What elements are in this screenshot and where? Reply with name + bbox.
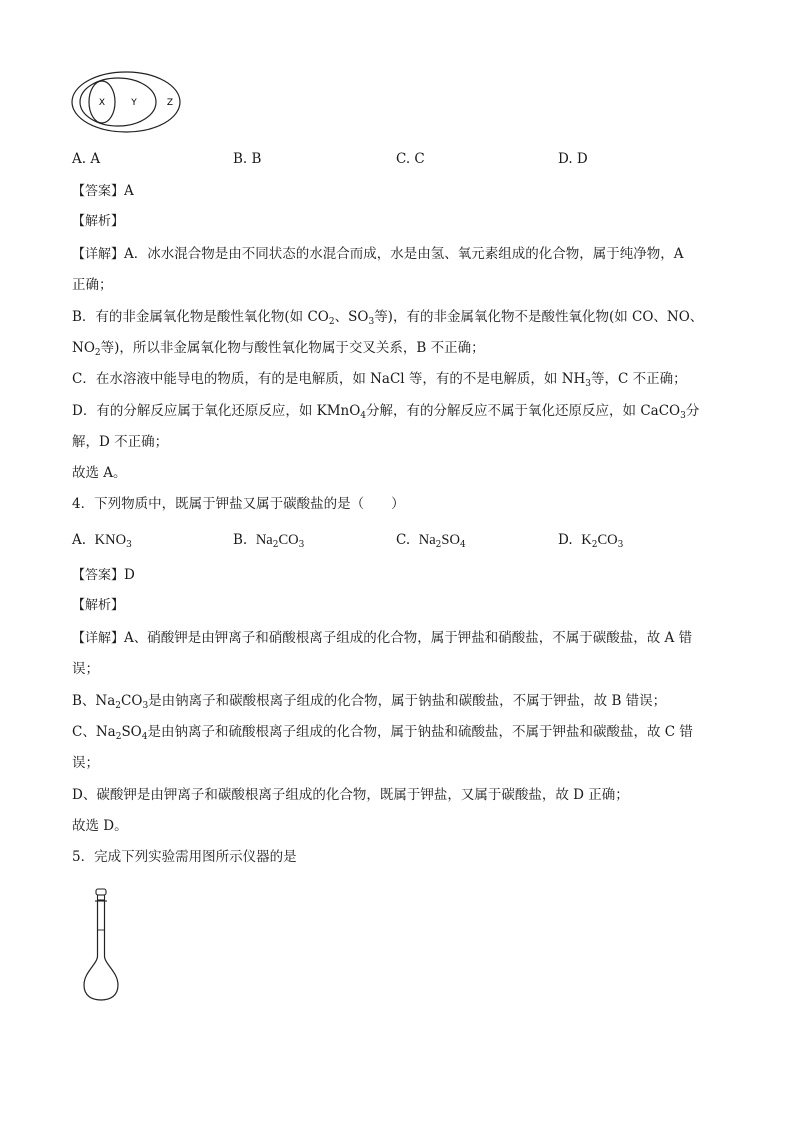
q3-option-b: B. B xyxy=(233,151,262,167)
q4-detail-line-a xyxy=(72,629,692,648)
q4-option-c xyxy=(396,531,466,549)
text: A．冰水混合物是由不同状态的水混合而成，水是由氢、氧元素组成的化合物，属于纯净物，A xyxy=(124,246,684,262)
answer-value: A xyxy=(124,183,134,199)
option-letter: C. xyxy=(396,532,411,548)
text: 等)，所以非金属氧化物与酸性氧化物属于交叉关系，B 不正确； xyxy=(100,340,485,356)
detail-tag: 【详解】 xyxy=(72,631,125,646)
detail-tag: 【详解】 xyxy=(72,247,125,262)
text: 、SO xyxy=(334,309,369,325)
subscript: 2 xyxy=(272,540,279,550)
text: D．有的分解反应属于氧化还原反应，如 KMnO xyxy=(72,403,361,419)
subscript: 2 xyxy=(328,317,335,327)
text: 是由钠离子和碳酸根离子组成的化合物，属于钠盐和碳酸盐，不属于钾盐，故 B 错误； xyxy=(148,693,667,709)
option-letter: A. xyxy=(72,532,87,548)
set-x-label: X xyxy=(98,98,106,108)
text: 分解，有的分解反应不属于氧化还原反应，如 CaCO xyxy=(366,403,681,419)
q3-line-c xyxy=(72,370,687,388)
q4-answer xyxy=(72,566,135,585)
option-letter: B. xyxy=(233,532,248,548)
subscript: 3 xyxy=(585,379,592,389)
text: 是由钠离子和硫酸根离子组成的化合物，属于钠盐和硫酸盐，不属于钾盐和碳酸盐，故 C 错 xyxy=(147,724,693,740)
q4-line-d: D、碳酸钾是由钾离子和碳酸根离子组成的化合物，既属于钾盐，又属于碳酸盐，故 D 正确； xyxy=(72,787,629,803)
set-z-ellipse xyxy=(72,72,180,132)
answer-value: D xyxy=(124,567,135,583)
q4-option-a xyxy=(72,531,132,549)
q4-line-c xyxy=(72,723,693,741)
q4-conclusion: 故选 D。 xyxy=(72,818,128,834)
subscript: 3 xyxy=(142,701,149,711)
text: CO xyxy=(121,693,143,709)
q3-answer xyxy=(72,182,134,201)
text: A、硝酸钾是由钾离子和硝酸根离子组成的化合物，属于钾盐和硝酸盐，不属于碳酸盐，故 A 错 xyxy=(124,630,693,646)
subscript: 4 xyxy=(360,411,367,421)
q3-conclusion: 故选 A。 xyxy=(72,465,127,481)
subscript: 2 xyxy=(115,732,122,742)
subscript: 2 xyxy=(94,348,101,358)
text: 等)，有的非金属氧化物不是酸性氧化物(如 CO、NO、 xyxy=(374,309,704,325)
q4-option-d xyxy=(558,531,623,549)
q4-line-b xyxy=(72,692,666,710)
q3-line-d2: 解，D 不正确； xyxy=(72,434,169,450)
set-y-ellipse xyxy=(80,78,156,126)
q3-line-d xyxy=(72,402,699,420)
answer-tag: 【答案】 xyxy=(72,568,125,583)
q4-detail-line-a2: 误； xyxy=(72,661,99,677)
q3-option-c: C. C xyxy=(396,151,425,167)
text: SO xyxy=(121,724,142,740)
formula-part: SO xyxy=(441,532,460,548)
q3-line-b2 xyxy=(72,339,485,357)
q4-stem: 4．下列物质中，既属于钾盐又属于碳酸盐的是（ ） xyxy=(72,496,405,512)
text: 等，C 不正确； xyxy=(591,371,687,387)
formula-part: Na xyxy=(418,532,436,548)
q3-option-a: A. A xyxy=(72,151,101,167)
q3-analysis-tag: 【解析】 xyxy=(72,214,125,229)
formula-part: Na xyxy=(255,532,273,548)
formula-part: KNO xyxy=(94,532,127,548)
subscript: 2 xyxy=(435,540,442,550)
text: 分 xyxy=(685,403,700,419)
q3-detail-line-1 xyxy=(72,245,684,264)
option-letter: D. xyxy=(558,532,573,548)
formula-part: CO xyxy=(597,532,618,548)
q4-option-b xyxy=(233,531,304,549)
subscript: 3 xyxy=(680,411,686,421)
text: NO xyxy=(72,340,95,356)
q3-detail-line-2: 正确； xyxy=(72,277,113,293)
q4-analysis-tag: 【解析】 xyxy=(72,598,125,613)
subscript: 3 xyxy=(298,540,305,550)
formula-part: K xyxy=(581,532,592,548)
set-y-label: Y xyxy=(131,98,137,108)
subscript: 2 xyxy=(115,701,122,711)
subscript: 3 xyxy=(617,540,624,550)
formula-part: CO xyxy=(278,532,299,548)
q4-line-c2: 误； xyxy=(72,755,99,771)
text: B、Na xyxy=(72,693,116,709)
q3-line-b xyxy=(72,308,703,326)
subscript: 2 xyxy=(591,540,598,550)
venn-diagram xyxy=(68,68,188,138)
answer-tag: 【答案】 xyxy=(72,184,125,199)
text: C、Na xyxy=(72,724,116,740)
set-z-label: Z xyxy=(166,98,174,108)
q5-stem: 5．完成下列实验需用图所示仪器的是 xyxy=(72,849,297,865)
text: B．有的非金属氧化物是酸性氧化物(如 CO xyxy=(72,309,329,325)
subscript: 4 xyxy=(141,732,148,742)
text: C．在水溶液中能导电的物质，有的是电解质，如 NaCl 等，有的不是电解质，如 NH xyxy=(72,371,586,387)
volumetric-flask-icon xyxy=(76,886,126,1006)
subscript: 4 xyxy=(459,540,466,550)
subscript: 3 xyxy=(368,317,375,327)
subscript: 3 xyxy=(126,540,132,550)
q3-option-d: D. D xyxy=(558,151,588,167)
